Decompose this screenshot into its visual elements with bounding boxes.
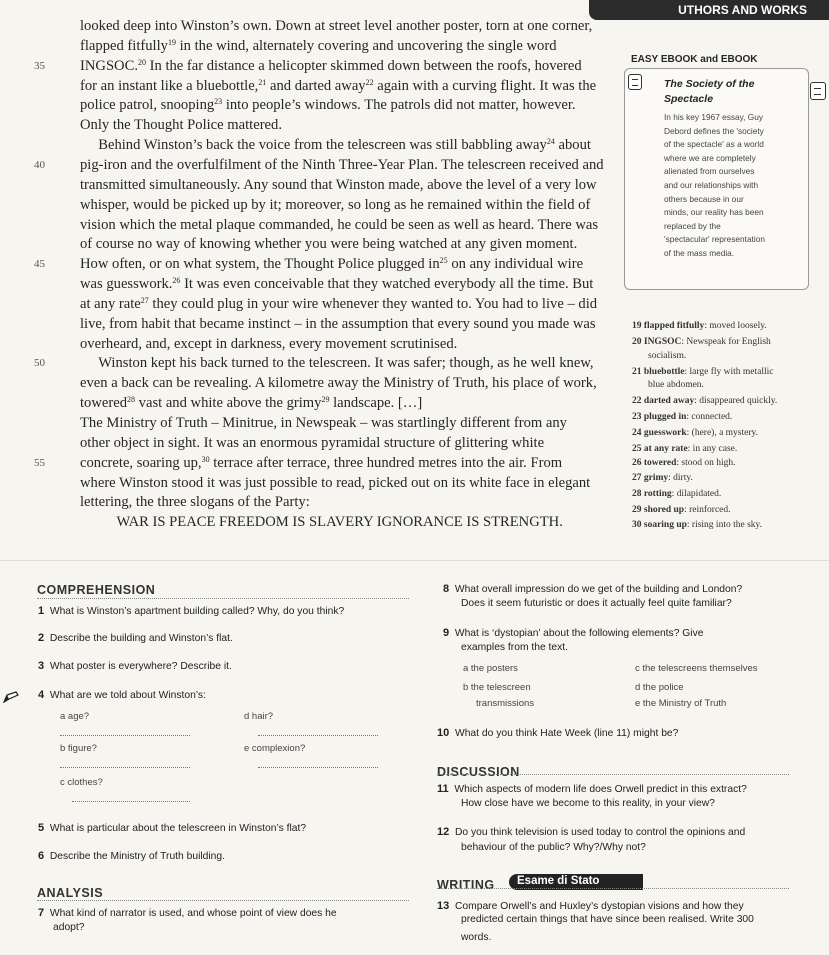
text-line: towered$^{28}$ vast and white above the grimy$^{29}$ landscape. […] bbox=[80, 395, 423, 412]
q4-item-d: d hair? bbox=[244, 711, 274, 722]
text-line: lettering, the three slogans of the Party: bbox=[80, 494, 310, 511]
glossary-entry: 19 flapped fitfully: moved loosely. bbox=[632, 321, 767, 331]
glossary-entry: 24 guesswork: (here), a mystery. bbox=[632, 428, 759, 438]
section-divider bbox=[0, 560, 829, 561]
text-line: whisper, would be picked up by it; moreover, so long as he remained within the field of bbox=[80, 196, 591, 213]
discussion-heading: DISCUSSION bbox=[437, 765, 520, 779]
esame-di-stato-badge: Esame di Stato bbox=[509, 874, 643, 890]
question-8: 8 What overall impression do we get of the building and London? bbox=[443, 583, 743, 595]
q9-item-a: a the posters bbox=[463, 663, 518, 674]
ebook-text-line: and our relationships with bbox=[664, 180, 759, 190]
glossary-entry: 26 towered: stood on high. bbox=[632, 458, 736, 468]
question-4: 4 What are we told about Winston’s: bbox=[38, 689, 206, 701]
answer-line[interactable] bbox=[72, 801, 190, 802]
text-line: vision which the metal plaque commanded, he could be seen as well as heard. There was bbox=[80, 216, 599, 233]
q9-item-b-cont: transmissions bbox=[476, 698, 535, 709]
line-number: 35 bbox=[34, 59, 45, 72]
question-9: 9 What is ‘dystopian’ about the following elements? Give bbox=[443, 627, 704, 639]
text-line: of course no way of knowing whether you were being watched at any given moment. bbox=[80, 236, 578, 253]
glossary-entry: 30 soaring up: rising into the sky. bbox=[632, 520, 763, 530]
text-line: WAR IS PEACE FREEDOM IS SLAVERY IGNORANCE IS STRENGTH. bbox=[80, 514, 563, 531]
text-line: looked deep into Winston’s own. Down at street level another poster, torn at one corner, bbox=[80, 18, 593, 34]
q9-item-c: c the telescreens themselves bbox=[635, 663, 758, 674]
comprehension-rule bbox=[37, 598, 409, 599]
text-line: live, from habit that became instinct – in the assumption that every sound you made was bbox=[80, 315, 596, 332]
text-line: concrete, soaring up,$^{30}$ terrace after terrace, three hundred metres into the air. From bbox=[80, 454, 563, 471]
line-number: 50 bbox=[34, 357, 45, 370]
question-9-cont: examples from the text. bbox=[461, 642, 569, 653]
text-line: INGSOC.$^{20}$ In the far distance a helicopter skimmed down between the roofs, hovered bbox=[80, 57, 582, 74]
discussion-rule bbox=[437, 774, 789, 775]
line-number: 40 bbox=[34, 158, 45, 171]
text-line: Only the Thought Police mattered. bbox=[80, 117, 282, 134]
glossary-entry: blue abdomen. bbox=[648, 380, 704, 390]
question-7-cont: adopt? bbox=[53, 922, 85, 933]
ebook-text-line: others because in our bbox=[664, 193, 744, 204]
text-line: Winston kept his back turned to the telescreen. It was safer; though, as he well knew, bbox=[80, 355, 594, 372]
text-line: pig-iron and the overfulfilment of the Ninth Three-Year Plan. The telescreen received and bbox=[80, 156, 604, 173]
ebook-heading: EASY EBOOK and EBOOK bbox=[631, 54, 758, 65]
glossary-entry: 22 darted away: disappeared quickly. bbox=[632, 396, 778, 406]
question-13: 13 Compare Orwell’s and Huxley’s dystopian visions and how they bbox=[437, 900, 744, 912]
glossary-entry: 21 bluebottle: large fly with metallic bbox=[632, 367, 774, 377]
text-line: police patrol, snooping$^{23}$ into people’s windows. The patrols did not matter, however. bbox=[80, 97, 576, 114]
analysis-heading: ANALYSIS bbox=[37, 886, 104, 900]
ebook-text-line: of the mass media. bbox=[664, 248, 735, 258]
question-12-cont: behaviour of the public? Why?/Why not? bbox=[461, 842, 646, 853]
ebook-title-line1: The Society of the bbox=[664, 78, 755, 90]
q4-item-a: a age? bbox=[60, 711, 90, 722]
ebook-text-line: of the spectacle' as a world bbox=[664, 139, 764, 150]
ebook-side-icon[interactable] bbox=[810, 82, 826, 100]
answer-line[interactable] bbox=[60, 735, 190, 736]
q9-item-e: e the Ministry of Truth bbox=[635, 698, 727, 709]
ebook-text-line: replaced by the bbox=[664, 220, 721, 231]
analysis-rule bbox=[37, 900, 409, 901]
question-11: 11 Which aspects of modern life does Orwell predict in this extract? bbox=[437, 783, 747, 795]
question-8-cont: Does it seem futuristic or does it actually feel quite familiar? bbox=[461, 598, 732, 609]
glossary-entry: 20 INGSOC: Newspeak for English bbox=[632, 337, 771, 347]
answer-line[interactable] bbox=[60, 767, 190, 768]
text-line: other object in sight. It was an enormous pyramidal structure of glittering white bbox=[80, 434, 545, 451]
question-7: 7 What kind of narrator is used, and whose point of view does he bbox=[38, 907, 337, 919]
glossary-entry: 28 rotting: dilapidated. bbox=[632, 489, 722, 499]
question-2: 2 Describe the building and Winston’s flat. bbox=[38, 632, 233, 644]
ebook-text-line: where we are completely bbox=[664, 152, 756, 163]
ebook-title-line2: Spectacle bbox=[664, 93, 714, 105]
writing-heading: WRITING bbox=[437, 878, 495, 892]
text-line: even a back can be revealing. A kilometre away the Ministry of Truth, his place of work, bbox=[80, 375, 597, 392]
text-line: was guesswork.$^{26}$ It was even conceivable that they watched everybody all the time. But bbox=[80, 276, 594, 293]
question-1: 1 What is Winston’s apartment building called? Why, do you think? bbox=[38, 605, 345, 617]
q4-item-e: e complexion? bbox=[244, 743, 306, 754]
glossary-entry: socialism. bbox=[648, 351, 687, 361]
glossary-entry: 25 at any rate: in any case. bbox=[632, 444, 738, 454]
text-line: The Ministry of Truth – Minitrue, in Newspeak – was startlingly different from any bbox=[80, 415, 567, 431]
pencil-icon bbox=[3, 691, 19, 703]
question-12: 12 Do you think television is used today to control the opinions and bbox=[437, 826, 746, 838]
ebook-text-line: minds, our reality has been bbox=[664, 207, 764, 218]
text-line: at any rate$^{27}$ they could plug in your wire whenever they wanted to. You had to live – did bbox=[80, 295, 598, 312]
glossary-entry: 27 grimy: dirty. bbox=[632, 473, 693, 483]
question-3: 3 What poster is everywhere? Describe it. bbox=[38, 660, 232, 672]
ebook-text-line: 'spectacular' representation bbox=[664, 234, 765, 245]
section-tab: UTHORS AND WORKS bbox=[589, 0, 829, 20]
question-5: 5 What is particular about the telescreen in Winston’s flat? bbox=[38, 822, 307, 834]
ebook-icon[interactable] bbox=[628, 74, 642, 90]
text-line: flapped fitfully$^{19}$ in the wind, alternately covering and uncovering the single word bbox=[80, 37, 557, 54]
line-number: 55 bbox=[34, 456, 45, 469]
text-line: How often, or on what system, the Thought Police plugged $in^{25}$ on any individual wire bbox=[80, 256, 584, 273]
text-line: Behind Winston’s back the voice from the telescreen was still babbling away$^{24}$ about bbox=[80, 137, 591, 154]
line-number: 45 bbox=[34, 258, 45, 271]
writing-rule bbox=[437, 888, 789, 889]
question-13-cont2: words. bbox=[461, 932, 492, 943]
question-11-cont: How close have we become to this reality, in your view? bbox=[461, 798, 715, 809]
answer-line[interactable] bbox=[258, 735, 378, 736]
glossary-entry: 23 plugged in: connected. bbox=[632, 412, 733, 422]
text-line: for an instant like a bluebottle,$^{21}$ and darted away$^{22}$ again with a curving flight. It was the bbox=[80, 77, 597, 94]
q9-item-b: b the telescreen bbox=[463, 682, 531, 693]
glossary-entry: 29 shored up: reinforced. bbox=[632, 505, 731, 515]
text-line: where Winston stood it was just possible to read, picked out on its white face in elegant bbox=[80, 474, 591, 491]
ebook-text-line: alienated from ourselves bbox=[664, 166, 755, 177]
comprehension-heading: COMPREHENSION bbox=[37, 583, 156, 597]
text-line: transmitted simultaneously. Any sound that Winston made, above the level of a very low bbox=[80, 176, 597, 193]
q4-item-c: c clothes? bbox=[60, 777, 103, 788]
q9-item-d: d the police bbox=[635, 682, 684, 693]
question-13-cont: predicted certain things that have since been realised. Write 300 bbox=[461, 914, 754, 925]
question-6: 6 Describe the Ministry of Truth building. bbox=[38, 850, 225, 862]
answer-line[interactable] bbox=[258, 767, 378, 768]
ebook-text-line: In his key 1967 essay, Guy bbox=[664, 112, 763, 122]
question-10: 10 What do you think Hate Week (line 11) might be? bbox=[437, 727, 679, 739]
ebook-text-line: Debord defines the 'society bbox=[664, 125, 764, 136]
text-line: overheard, and, except in darkness, every movement scrutinised. bbox=[80, 335, 458, 352]
q4-item-b: b figure? bbox=[60, 743, 97, 754]
